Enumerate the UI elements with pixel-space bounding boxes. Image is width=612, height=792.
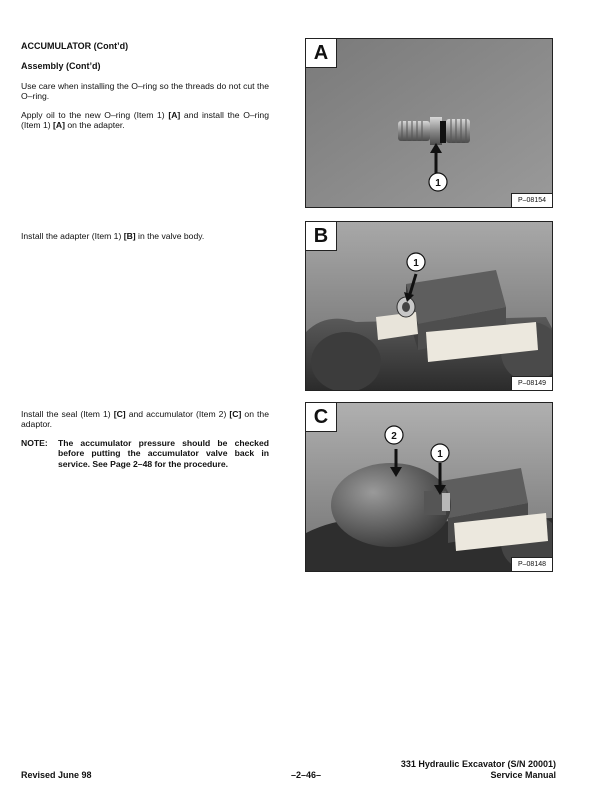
paragraph-install-seal: Install the seal (Item 1) [C] and accumulator (Item 2) [C] on the adaptor. <box>21 409 269 430</box>
photo-adapter-oring <box>306 39 553 208</box>
callout-1: 1 <box>413 258 419 269</box>
callout-2: 2 <box>391 431 397 442</box>
callout-1: 1 <box>437 449 443 460</box>
figure-b <box>305 221 553 391</box>
footer-manual-title <box>401 759 556 781</box>
section-title: ACCUMULATOR (Cont’d) <box>21 41 129 51</box>
figure-letter: B <box>306 222 337 251</box>
figure-a <box>305 38 553 208</box>
figure-c <box>305 402 553 572</box>
paragraph-oring-care: Use care when installing the O–ring so the threads do not cut the O–ring. <box>21 80 269 102</box>
callout-1: 1 <box>435 178 441 189</box>
photo-valve-body-adapter <box>306 222 553 391</box>
note-text: The accumulator pressure should be checked before putting the accumulator valve back in service. See Page 2–48 for the procedure. <box>58 437 269 469</box>
figure-letter: C <box>306 403 337 432</box>
figure-letter: A <box>306 39 337 68</box>
note <box>21 438 269 469</box>
photo-code: P–08154 <box>511 193 552 207</box>
footer-manual-line2: Service Manual <box>490 770 556 780</box>
text-block-b <box>21 231 269 249</box>
footer-page-number: –2–46– <box>290 770 322 780</box>
paragraph-apply-oil: Apply oil to the new O–ring (Item 1) [A] and install the O–ring (Item 1) [A] on the adapter. <box>21 109 269 131</box>
text-block-c <box>21 409 269 469</box>
text-block-a <box>21 41 269 138</box>
note-label: NOTE: <box>21 437 48 448</box>
footer-manual-line1: 331 Hydraulic Excavator (S/N 20001) <box>400 759 556 769</box>
photo-code: P–08148 <box>511 557 552 571</box>
subsection-title: Assembly (Cont’d) <box>21 61 101 72</box>
photo-code: P–08149 <box>511 376 552 390</box>
photo-accumulator-installed <box>306 403 553 572</box>
footer-revised: Revised June 98 <box>21 770 92 780</box>
paragraph-install-adapter: Install the adapter (Item 1) [B] in the valve body. <box>21 231 205 241</box>
